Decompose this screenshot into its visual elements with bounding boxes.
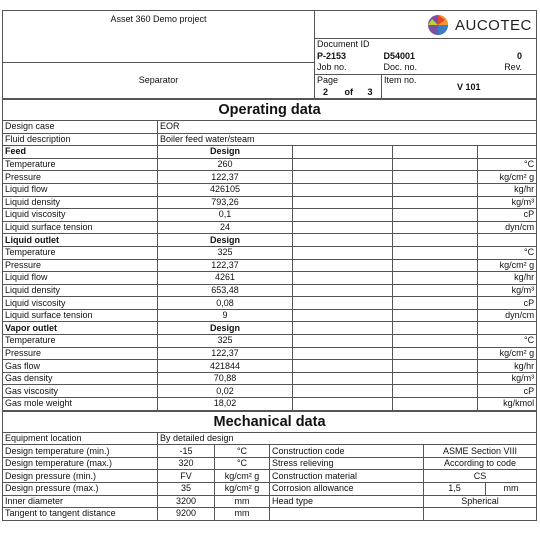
left-label: Design temperature (max.) xyxy=(3,457,158,470)
empty-cell xyxy=(393,398,478,411)
row-label: Pressure xyxy=(3,347,158,360)
empty-cell xyxy=(393,297,478,310)
row-unit: °C xyxy=(478,158,537,171)
right-label: Head type xyxy=(270,495,424,508)
left-label: Design temperature (min.) xyxy=(3,445,158,458)
row-label: Pressure xyxy=(3,259,158,272)
empty-cell xyxy=(293,171,393,184)
doc-no-label: Doc. no. xyxy=(382,62,471,74)
row-label: Temperature xyxy=(3,246,158,259)
datasheet xyxy=(2,10,536,521)
item-no: V 101 xyxy=(382,81,537,93)
empty-cell xyxy=(393,221,478,234)
row-label: Gas density xyxy=(3,372,158,385)
row-label: Liquid density xyxy=(3,196,158,209)
row-unit: kg/cm² g xyxy=(478,259,537,272)
table-row xyxy=(3,221,537,234)
row-unit: dyn/cm xyxy=(478,309,537,322)
row-value: 0,02 xyxy=(158,385,293,398)
page-of: of xyxy=(344,86,354,97)
empty-cell xyxy=(293,347,393,360)
design-case-value: EOR xyxy=(158,120,537,133)
group-name: Liquid outlet xyxy=(3,234,158,247)
table-row xyxy=(3,483,537,496)
header-table xyxy=(2,10,537,99)
row-label: Liquid density xyxy=(3,284,158,297)
right-value: ASME Section VIII xyxy=(424,445,537,458)
right-value: 1,5 xyxy=(424,483,486,496)
right-value: CS xyxy=(424,470,537,483)
empty-cell xyxy=(478,234,537,247)
empty-cell xyxy=(393,284,478,297)
row-unit: °C xyxy=(478,246,537,259)
brand-logo xyxy=(427,14,532,36)
empty-cell xyxy=(293,385,393,398)
empty-cell xyxy=(393,259,478,272)
aucotec-logo-icon xyxy=(427,14,449,36)
page-indicator xyxy=(315,86,382,98)
table-row xyxy=(3,398,537,411)
group-header-row xyxy=(3,146,537,159)
row-value: 122,37 xyxy=(158,347,293,360)
row-value: 653,48 xyxy=(158,284,293,297)
group-design-header: Design xyxy=(158,322,293,335)
row-unit: kg/m³ xyxy=(478,284,537,297)
group-header-row xyxy=(3,234,537,247)
table-row xyxy=(3,297,537,310)
empty-cell xyxy=(293,183,393,196)
brand-name: AUCOTEC xyxy=(455,16,532,34)
equipment-location-label: Equipment location xyxy=(3,432,158,445)
row-label: Temperature xyxy=(3,158,158,171)
right-label: Stress relieving xyxy=(270,457,424,470)
row-value: 793,26 xyxy=(158,196,293,209)
right-value: Spherical xyxy=(424,495,537,508)
group-design-header: Design xyxy=(158,146,293,159)
table-row xyxy=(3,508,537,521)
row-value: 9 xyxy=(158,309,293,322)
left-label: Tangent to tangent distance xyxy=(3,508,158,521)
row-value: 24 xyxy=(158,221,293,234)
table-row xyxy=(3,246,537,259)
empty-cell xyxy=(393,309,478,322)
left-label: Design pressure (min.) xyxy=(3,470,158,483)
group-design-header: Design xyxy=(158,234,293,247)
left-value: 320 xyxy=(158,457,215,470)
row-unit: dyn/cm xyxy=(478,221,537,234)
table-row xyxy=(3,470,537,483)
empty-cell xyxy=(393,209,478,222)
fluid-value: Boiler feed water/steam xyxy=(158,133,537,146)
empty-cell xyxy=(393,272,478,285)
empty-cell xyxy=(293,372,393,385)
row-value: 70,88 xyxy=(158,372,293,385)
row-value: 421844 xyxy=(158,360,293,373)
left-unit: kg/cm² g xyxy=(215,483,270,496)
row-value: 4261 xyxy=(158,272,293,285)
row-label: Gas flow xyxy=(3,360,158,373)
row-value: 0,08 xyxy=(158,297,293,310)
job-no-label: Job no. xyxy=(315,62,382,74)
mechanical-title: Mechanical data xyxy=(3,411,537,432)
left-unit: °C xyxy=(215,457,270,470)
group-header-row xyxy=(3,322,537,335)
row-value: 325 xyxy=(158,335,293,348)
mechanical-rows xyxy=(3,445,537,521)
left-label: Design pressure (max.) xyxy=(3,483,158,496)
empty-cell xyxy=(293,158,393,171)
doc-no: D54001 xyxy=(383,50,416,61)
empty-cell xyxy=(293,322,393,335)
row-label: Gas viscosity xyxy=(3,385,158,398)
equipment-location-value: By detailed design xyxy=(158,432,537,445)
right-value xyxy=(424,508,537,521)
left-value: FV xyxy=(158,470,215,483)
row-label: Liquid surface tension xyxy=(3,309,158,322)
empty-cell xyxy=(393,146,478,159)
page-total: 3 xyxy=(367,86,373,97)
table-row xyxy=(3,209,537,222)
row-unit: kg/hr xyxy=(478,360,537,373)
table-row xyxy=(3,272,537,285)
row-unit: kg/hr xyxy=(478,272,537,285)
right-unit: mm xyxy=(486,483,537,496)
table-row xyxy=(3,445,537,458)
right-label: Corrosion allowance xyxy=(270,483,424,496)
left-value: 9200 xyxy=(158,508,215,521)
right-label: Construction material xyxy=(270,470,424,483)
empty-cell xyxy=(393,360,478,373)
empty-cell xyxy=(293,196,393,209)
group-name: Feed xyxy=(3,146,158,159)
left-unit: mm xyxy=(215,508,270,521)
operating-title: Operating data xyxy=(3,99,537,120)
empty-cell xyxy=(393,158,478,171)
table-row xyxy=(3,335,537,348)
empty-cell xyxy=(393,385,478,398)
table-row xyxy=(3,284,537,297)
row-unit: °C xyxy=(478,335,537,348)
row-label: Pressure xyxy=(3,171,158,184)
row-label: Liquid viscosity xyxy=(3,297,158,310)
row-label: Liquid viscosity xyxy=(3,209,158,222)
empty-cell xyxy=(393,322,478,335)
empty-cell xyxy=(393,246,478,259)
design-case-label: Design case xyxy=(3,120,158,133)
empty-cell xyxy=(393,234,478,247)
left-value: -15 xyxy=(158,445,215,458)
empty-cell xyxy=(293,272,393,285)
empty-cell xyxy=(478,322,537,335)
row-unit: kg/cm² g xyxy=(478,171,537,184)
right-value: According to code xyxy=(424,457,537,470)
empty-cell xyxy=(293,297,393,310)
operating-table xyxy=(2,99,537,411)
row-unit: cP xyxy=(478,209,537,222)
project-title: Asset 360 Demo project xyxy=(3,11,315,63)
empty-cell xyxy=(393,196,478,209)
row-value: 122,37 xyxy=(158,259,293,272)
empty-cell xyxy=(293,246,393,259)
empty-cell xyxy=(293,309,393,322)
item-no-label: Item no. xyxy=(382,74,537,86)
right-label: Construction code xyxy=(270,445,424,458)
empty-cell xyxy=(293,259,393,272)
empty-cell xyxy=(293,234,393,247)
empty-cell xyxy=(293,209,393,222)
left-label: Inner diameter xyxy=(3,495,158,508)
mechanical-table xyxy=(2,411,537,521)
left-value: 3200 xyxy=(158,495,215,508)
row-unit: kg/hr xyxy=(478,183,537,196)
page-label: Page xyxy=(315,74,382,86)
empty-cell xyxy=(393,171,478,184)
document-id-label: Document ID xyxy=(315,39,537,51)
empty-cell xyxy=(478,146,537,159)
row-unit: kg/kmol xyxy=(478,398,537,411)
row-unit: cP xyxy=(478,385,537,398)
fluid-label: Fluid description xyxy=(3,133,158,146)
row-label: Temperature xyxy=(3,335,158,348)
row-value: 325 xyxy=(158,246,293,259)
row-label: Liquid flow xyxy=(3,272,158,285)
empty-cell xyxy=(293,360,393,373)
row-unit: cP xyxy=(478,297,537,310)
empty-cell xyxy=(393,183,478,196)
row-value: 260 xyxy=(158,158,293,171)
table-row xyxy=(3,183,537,196)
row-value: 18,02 xyxy=(158,398,293,411)
rev-label: Rev. xyxy=(471,62,537,74)
table-row xyxy=(3,259,537,272)
operating-groups xyxy=(3,146,537,410)
left-value: 35 xyxy=(158,483,215,496)
table-row xyxy=(3,347,537,360)
row-unit: kg/m³ xyxy=(478,196,537,209)
equipment-name: Separator xyxy=(3,62,315,98)
page-current: 2 xyxy=(323,86,329,97)
empty-cell xyxy=(293,284,393,297)
empty-cell xyxy=(393,347,478,360)
table-row xyxy=(3,360,537,373)
table-row xyxy=(3,385,537,398)
row-label: Liquid surface tension xyxy=(3,221,158,234)
empty-cell xyxy=(393,372,478,385)
table-row xyxy=(3,495,537,508)
table-row xyxy=(3,196,537,209)
group-name: Vapor outlet xyxy=(3,322,158,335)
table-row xyxy=(3,457,537,470)
left-unit: mm xyxy=(215,495,270,508)
row-label: Liquid flow xyxy=(3,183,158,196)
right-label xyxy=(270,508,424,521)
row-value: 122,37 xyxy=(158,171,293,184)
empty-cell xyxy=(293,335,393,348)
empty-cell xyxy=(293,146,393,159)
table-row xyxy=(3,158,537,171)
left-unit: °C xyxy=(215,445,270,458)
rev: 0 xyxy=(471,51,537,63)
table-row xyxy=(3,372,537,385)
table-row xyxy=(3,309,537,322)
left-unit: kg/cm² g xyxy=(215,470,270,483)
row-value: 0,1 xyxy=(158,209,293,222)
job-no: P-2153 xyxy=(315,51,382,63)
row-unit: kg/cm² g xyxy=(478,347,537,360)
row-value: 426105 xyxy=(158,183,293,196)
row-label: Gas mole weight xyxy=(3,398,158,411)
empty-cell xyxy=(293,221,393,234)
row-unit: kg/m³ xyxy=(478,372,537,385)
empty-cell xyxy=(293,398,393,411)
empty-cell xyxy=(393,335,478,348)
table-row xyxy=(3,171,537,184)
brand-cell xyxy=(315,11,537,39)
